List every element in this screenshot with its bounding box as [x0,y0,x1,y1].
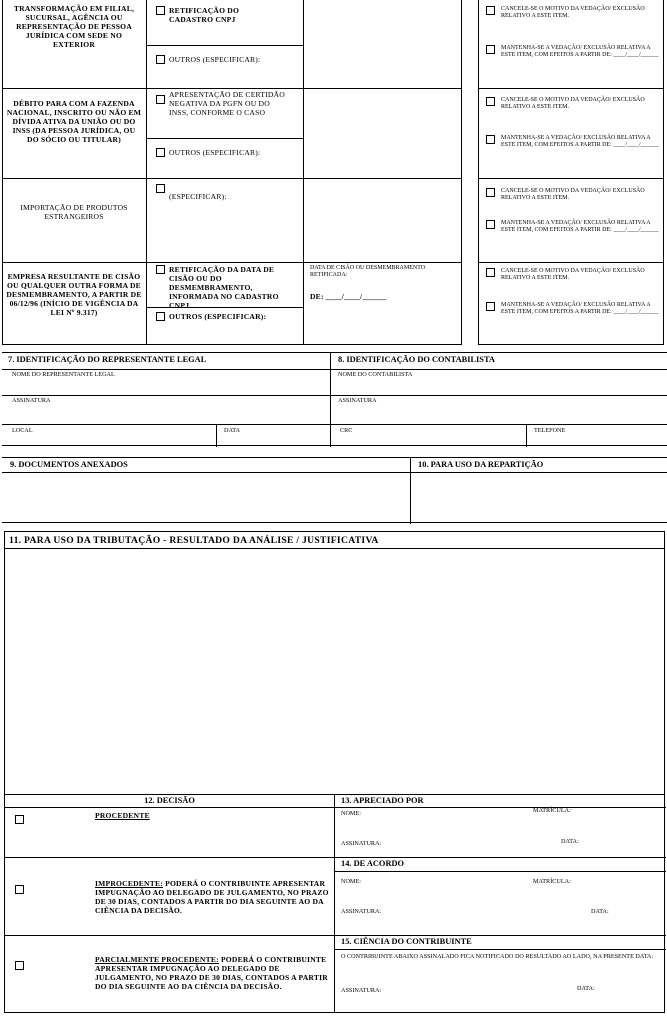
improcedente-text [95,879,331,915]
parcial-description: PODERÁ O CONTRIBUINTE APRESENTAR IMPUGNAÇÃO AO DELEGADO DE JULGAMENTO, NO PRAZO DE 30 DIAS, CONTADOS A PARTIR DO DIA SEGUINTE AO DA CIÊNCIA DA DECISÃO. [95,955,328,991]
improcedente-description: PODERÁ O CONTRIBUINTE APRESENTAR IMPUGNAÇÃO AO DELEGADO DE JULGAMENTO, NO PRAZO DE 30 DIAS, CONTADOS A PARTIR DO DIA SEGUINTE AO DA CIÊNCIA DA DECISÃO. [95,879,329,915]
decision-option-text: CANCELE-SE O MOTIVO DA VEDAÇÃO/ EXCLUSÃO RELATIVO A ESTE ITEM. [501,268,645,281]
decision-option-text: MANTENHA-SE A VEDAÇÃO/ EXCLUSÃO RELATIVA A ESTE ITEM, COM EFEITOS A PARTIR DE: ____/____/______ [501,302,659,315]
section-7-title: 7. IDENTIFICAÇÃO DO REPRESENTANTE LEGAL [8,355,207,364]
s15-date-field[interactable]: DATA: [577,985,595,992]
decision-option-text: CANCELE-SE O MOTIVO DA VEDAÇÃO/ EXCLUSÃO RELATIVO A ESTE ITEM. [501,188,645,201]
checkbox[interactable] [486,45,495,54]
section-12-15 [4,795,665,1013]
section-8-title: 8. IDENTIFICAÇÃO DO CONTABILISTA [338,355,495,364]
parcial-label: PARCIALMENTE PROCEDENTE: [95,955,219,964]
checkbox[interactable] [486,268,495,277]
doc-option-text: RETIFICAÇÃO DO CADASTRO CNPJ [169,6,240,24]
checkbox[interactable] [156,265,165,274]
decision-option-text: CANCELE-SE O MOTIVO DA VEDAÇÃO/ EXCLUSÃO RELATIVO A ESTE ITEM. [501,6,645,19]
section-9-title: 9. DOCUMENTOS ANEXADOS [10,460,128,469]
checkbox[interactable] [486,220,495,229]
parcial-checkbox[interactable] [15,961,24,970]
accountant-signature-field[interactable]: ASSINATURA [338,397,377,404]
section-9-10 [2,457,667,523]
section-11 [4,531,665,795]
accountant-name-field[interactable]: NOME DO CONTABILISTA [338,371,413,378]
attached-documents-area[interactable] [6,474,406,522]
rep-place-field[interactable]: LOCAL [12,427,33,434]
checkbox[interactable] [486,302,495,311]
section-7-8 [2,352,667,446]
doc-option-text: (ESPECIFICAR): [169,192,227,201]
checkbox[interactable] [156,6,165,15]
retified-date-label: DATA DE CISÃO OU DESMEMBRAMENTO RETIFICADA: [310,265,426,278]
motive-text: EMPRESA RESULTANTE DE CISÃO OU QUALQUER OUTRA FORMA DE DESMEMBRAMENTO, A PARTIR DE 06/12/96 (INÍCIO DE VIGÊNCIA DA LEI Nº 9.317) [6,272,142,317]
doc-option-text: RETIFICAÇÃO DA DATA DE CISÃO OU DO DESMEMBRAMENTO, INFORMADA NO CADASTRO CNPJ [169,265,279,310]
s14-name-field[interactable]: NOME: [341,878,361,885]
s14-registration-field[interactable]: MATRÍCULA: [533,878,571,885]
section-11-title: 11. PARA USO DA TRIBUTAÇÃO - RESULTADO DA ANÁLISE / JUSTIFICATIVA [9,535,379,546]
checkbox[interactable] [156,148,165,157]
s13-registration-field[interactable]: MATRÍCULA: [533,807,571,814]
doc-option-text: OUTROS (ESPECIFICAR): [169,148,261,157]
phone-field[interactable]: TELEFONE [534,427,566,434]
s13-date-field[interactable]: DATA: [561,838,579,845]
procedente-label: PROCEDENTE [95,811,150,820]
motive-text: DÉBITO PARA COM A FAZENDA NACIONAL, INSCRITO OU NÃO EM DÍVIDA ATIVA DA UNIÃO OU DO INSS (DA PESSOA JURÍDICA, OU DO SÓCIO OU TITULAR) [6,99,142,144]
rep-name-field[interactable]: NOME DO REPRESENTANTE LEGAL [12,371,115,378]
checkbox[interactable] [486,188,495,197]
s14-date-field[interactable]: DATA: [591,908,609,915]
doc-option-text: APRESENTAÇÃO DE CERTIDÃO NEGATIVA DA PGFN OU DO INSS, CONFORME O CASO [169,90,285,117]
s15-signature-field[interactable]: ASSINATURA: [341,987,382,994]
s14-signature-field[interactable]: ASSINATURA: [341,908,382,915]
analysis-justification-area[interactable] [7,550,662,792]
checkbox[interactable] [156,55,165,64]
checkbox[interactable] [486,97,495,106]
s13-signature-field[interactable]: ASSINATURA: [341,840,382,847]
section-10-title: 10. PARA USO DA REPARTIÇÃO [418,460,544,469]
decision-option-text: MANTENHA-SE A VEDAÇÃO/ EXCLUSÃO RELATIVA A ESTE ITEM, COM EFEITOS A PARTIR DE: ____/____/______ [501,220,659,233]
section-12-title: 12. DECISÃO [144,796,195,805]
checkbox[interactable] [486,135,495,144]
rep-date-field[interactable]: DATA [224,427,241,434]
checkbox[interactable] [156,184,165,193]
motive-text: TRANSFORMAÇÃO EM FILIAL, SUCURSAL, AGÊNCIA OU REPRESENTAÇÃO DE PESSOA JURÍDICA COM SEDE NO EXTERIOR [13,4,135,49]
retified-date-field[interactable]: DE: ____/____/______ [310,292,387,301]
doc-option-text: OUTROS (ESPECIFICAR): [169,312,267,321]
decision-option-text: MANTENHA-SE A VEDAÇÃO/ EXCLUSÃO RELATIVA A ESTE ITEM, COM EFEITOS A PARTIR DE: ____/____/______ [501,135,659,148]
decision-option-text: CANCELE-SE O MOTIVO DA VEDAÇÃO/ EXCLUSÃO RELATIVO A ESTE ITEM. [501,97,645,110]
checkbox[interactable] [156,312,165,321]
crc-field[interactable]: CRC [340,427,353,434]
doc-option-text: OUTROS (ESPECIFICAR): [169,55,261,64]
procedente-checkbox[interactable] [15,815,24,824]
improcedente-label: IMPROCEDENTE: [95,879,163,888]
s13-name-field[interactable]: NOME: [341,810,361,817]
checkbox[interactable] [486,6,495,15]
top-table [0,0,667,345]
improcedente-checkbox[interactable] [15,885,24,894]
motive-text: IMPORTAÇÃO DE PRODUTOS ESTRANGEIROS [20,203,128,221]
section-13-title: 13. APRECIADO POR [341,796,424,805]
office-use-area[interactable] [414,474,664,522]
rep-signature-field[interactable]: ASSINATURA [12,397,51,404]
checkbox[interactable] [156,95,165,104]
decision-option-text: MANTENHA-SE A VEDAÇÃO/ EXCLUSÃO RELATIVA A ESTE ITEM, COM EFEITOS A PARTIR DE: ____/____/______ [501,45,659,58]
section-15-title: 15. CIÊNCIA DO CONTRIBUINTE [341,937,472,946]
parcial-text [95,955,331,991]
section-14-title: 14. DE ACORDO [341,859,405,868]
s15-notice-text: O CONTRIBUINTE ABAIXO ASSINALADO FICA NOTIFICADO DO RESULTADO AO LADO, NA PRESENTE DATA: [341,953,654,960]
